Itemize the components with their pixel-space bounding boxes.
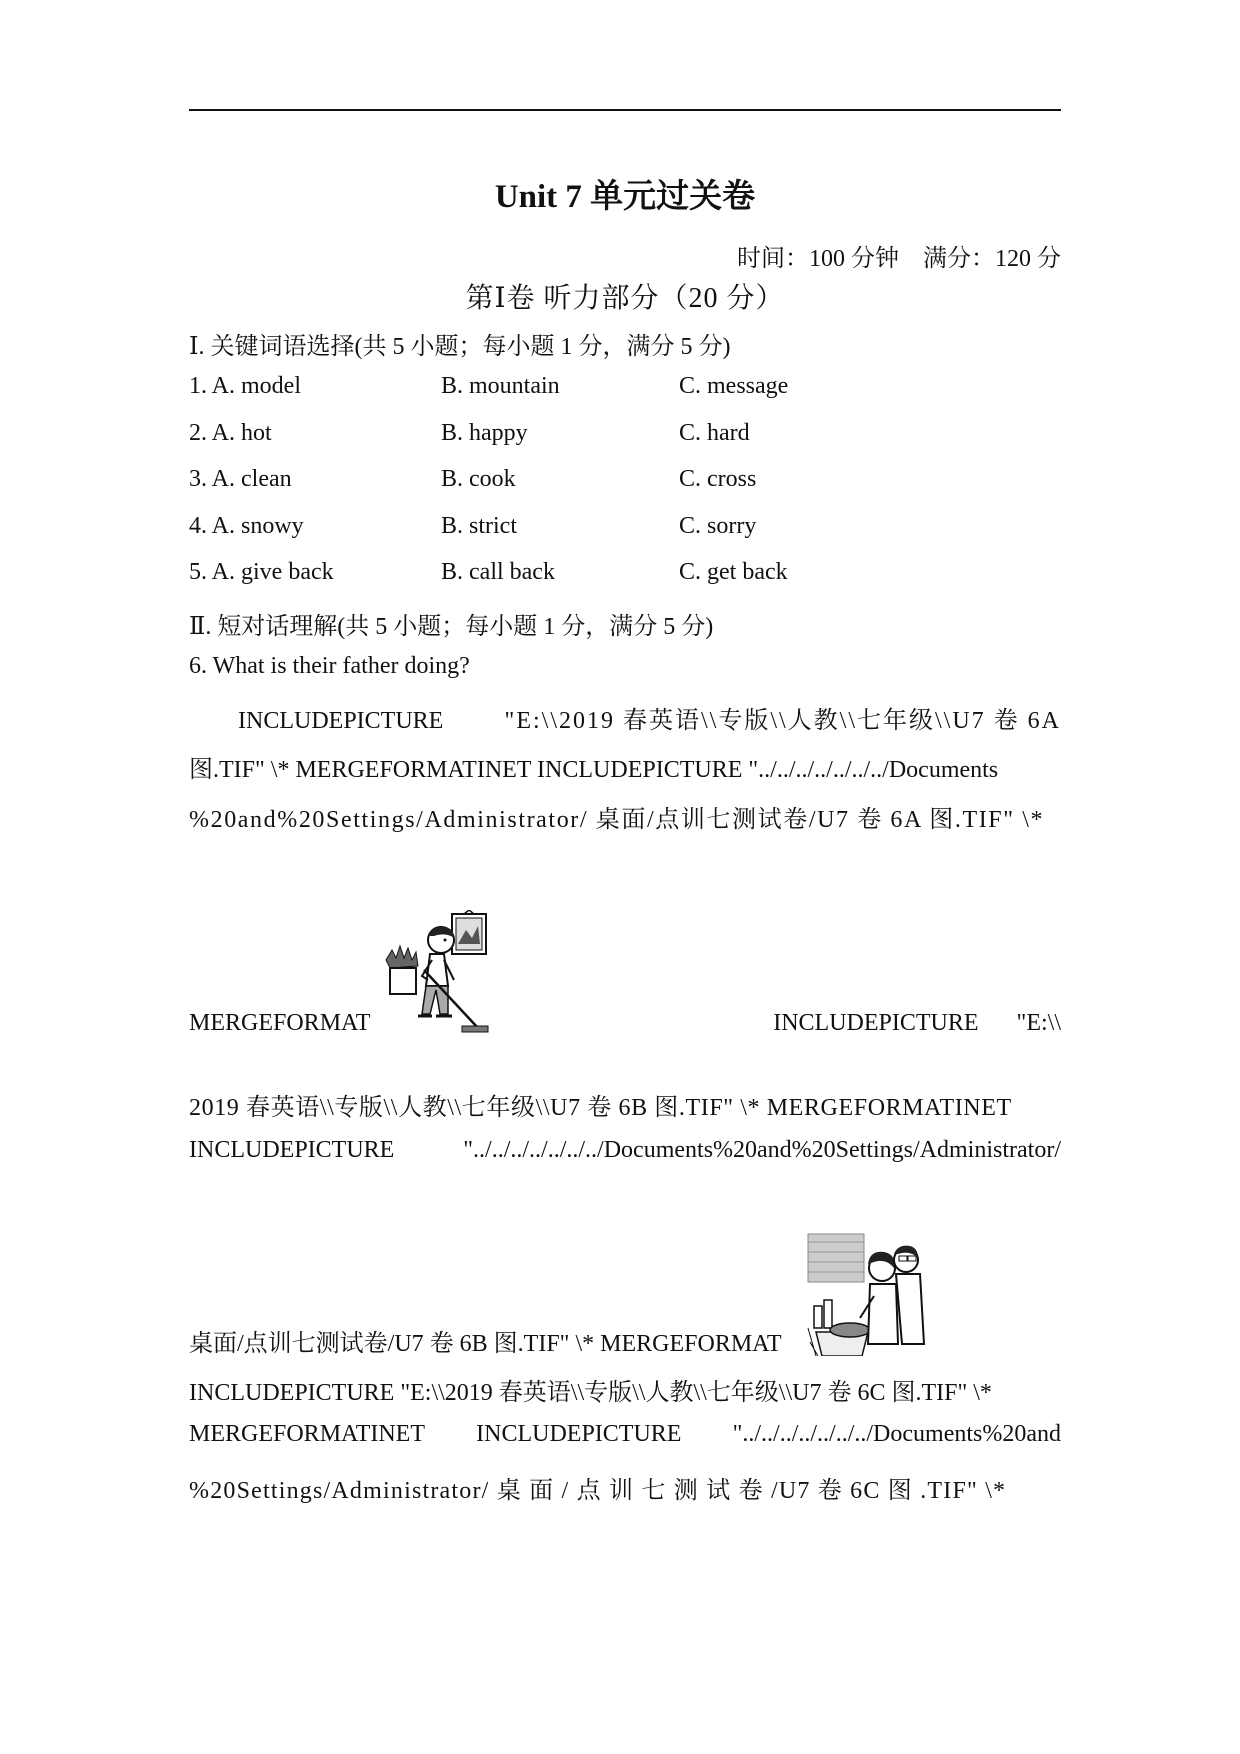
field-code-line — [189, 1010, 1061, 1037]
field-code-text: INCLUDEPICTURE — [773, 1010, 979, 1036]
item5-option-a: 5. A. give back — [189, 559, 334, 585]
field-code-text: 2019 春英语\\专版\\人教\\七年级\\U7 卷 6B 图.TIF" \* MERGEFORMATINET — [189, 1095, 1012, 1121]
item5-option-c: C. get back — [679, 559, 788, 585]
item3-option-b: B. cook — [441, 466, 516, 492]
field-code-line — [189, 799, 1061, 834]
field-code-line — [189, 1470, 1061, 1505]
field-code-line — [238, 700, 1061, 735]
field-code-line — [189, 749, 1061, 784]
field-code-text: "../../../../../../../Documents%20and — [732, 1421, 1061, 1447]
item4-option-c: C. sorry — [679, 513, 757, 539]
field-code-text: MERGEFORMAT — [189, 1010, 371, 1036]
field-code-text: INCLUDEPICTURE — [189, 1137, 395, 1163]
field-code-text: 桌面/点训七测试卷/U7 卷 6B 图.TIF" \* MERGEFORMAT — [189, 1331, 782, 1357]
field-code-text: 图.TIF" \* MERGEFORMATINET INCLUDEPICTURE "../../../../../../../Documents — [189, 757, 999, 783]
field-code-text: INCLUDEPICTURE — [476, 1421, 682, 1447]
item1-option-c: C. message — [679, 373, 789, 399]
item5-option-b: B. call back — [441, 559, 555, 585]
field-code-text: "E:\\ — [1016, 1010, 1061, 1036]
item1-option-b: B. mountain — [441, 373, 560, 399]
field-code-text: %20Settings/Administrator/ 桌 面 / 点 训 七 测 试 卷 /U7 卷 6C 图 .TIF" \* — [189, 1478, 1007, 1504]
header-rule — [189, 109, 1061, 111]
field-code-line — [189, 1087, 1061, 1122]
item4-option-a: 4. A. snowy — [189, 513, 304, 539]
field-code-text: "../../../../../../../Documents%20and%20Settings/Administrator/ — [463, 1137, 1061, 1163]
field-code-line — [189, 1137, 1061, 1164]
part-heading: 第Ⅰ卷 听力部分（20 分） — [465, 283, 785, 314]
field-code-line — [189, 1421, 1061, 1448]
item3-option-a: 3. A. clean — [189, 466, 292, 492]
field-code-text: INCLUDEPICTURE — [238, 708, 444, 734]
field-code-text: "E:\\2019 春英语\\专版\\人教\\七年级\\U7 卷 6A — [504, 708, 1061, 734]
page-title: Unit 7 单元过关卷 — [494, 179, 756, 215]
item2-option-b: B. happy — [441, 420, 528, 446]
item3-option-c: C. cross — [679, 466, 757, 492]
question-6: 6. What is their father doing? — [189, 653, 470, 679]
field-code-line — [189, 1372, 1061, 1407]
section2-heading: Ⅱ. 短对话理解(共 5 小题；每小题 1 分，满分 5 分) — [189, 614, 714, 640]
item2-option-c: C. hard — [679, 420, 750, 446]
item2-option-a: 2. A. hot — [189, 420, 272, 446]
exam-meta: 时间：100 分钟 满分：120 分 — [737, 246, 1061, 272]
field-code-text: MERGEFORMATINET — [189, 1421, 426, 1447]
section1-heading: Ⅰ. 关键词语选择(共 5 小题；每小题 1 分，满分 5 分) — [189, 334, 731, 360]
item1-option-a: 1. A. model — [189, 373, 301, 399]
item4-option-b: B. strict — [441, 513, 517, 539]
couple-cooking-picture-icon — [806, 1232, 926, 1356]
field-code-text: INCLUDEPICTURE "E:\\2019 春英语\\专版\\人教\\七年级\\U7 卷 6C 图.TIF" \* — [189, 1380, 992, 1406]
field-code-text: %20and%20Settings/Administrator/ 桌面/点训七测试卷/U7 卷 6A 图.TIF" \* — [189, 807, 1045, 833]
